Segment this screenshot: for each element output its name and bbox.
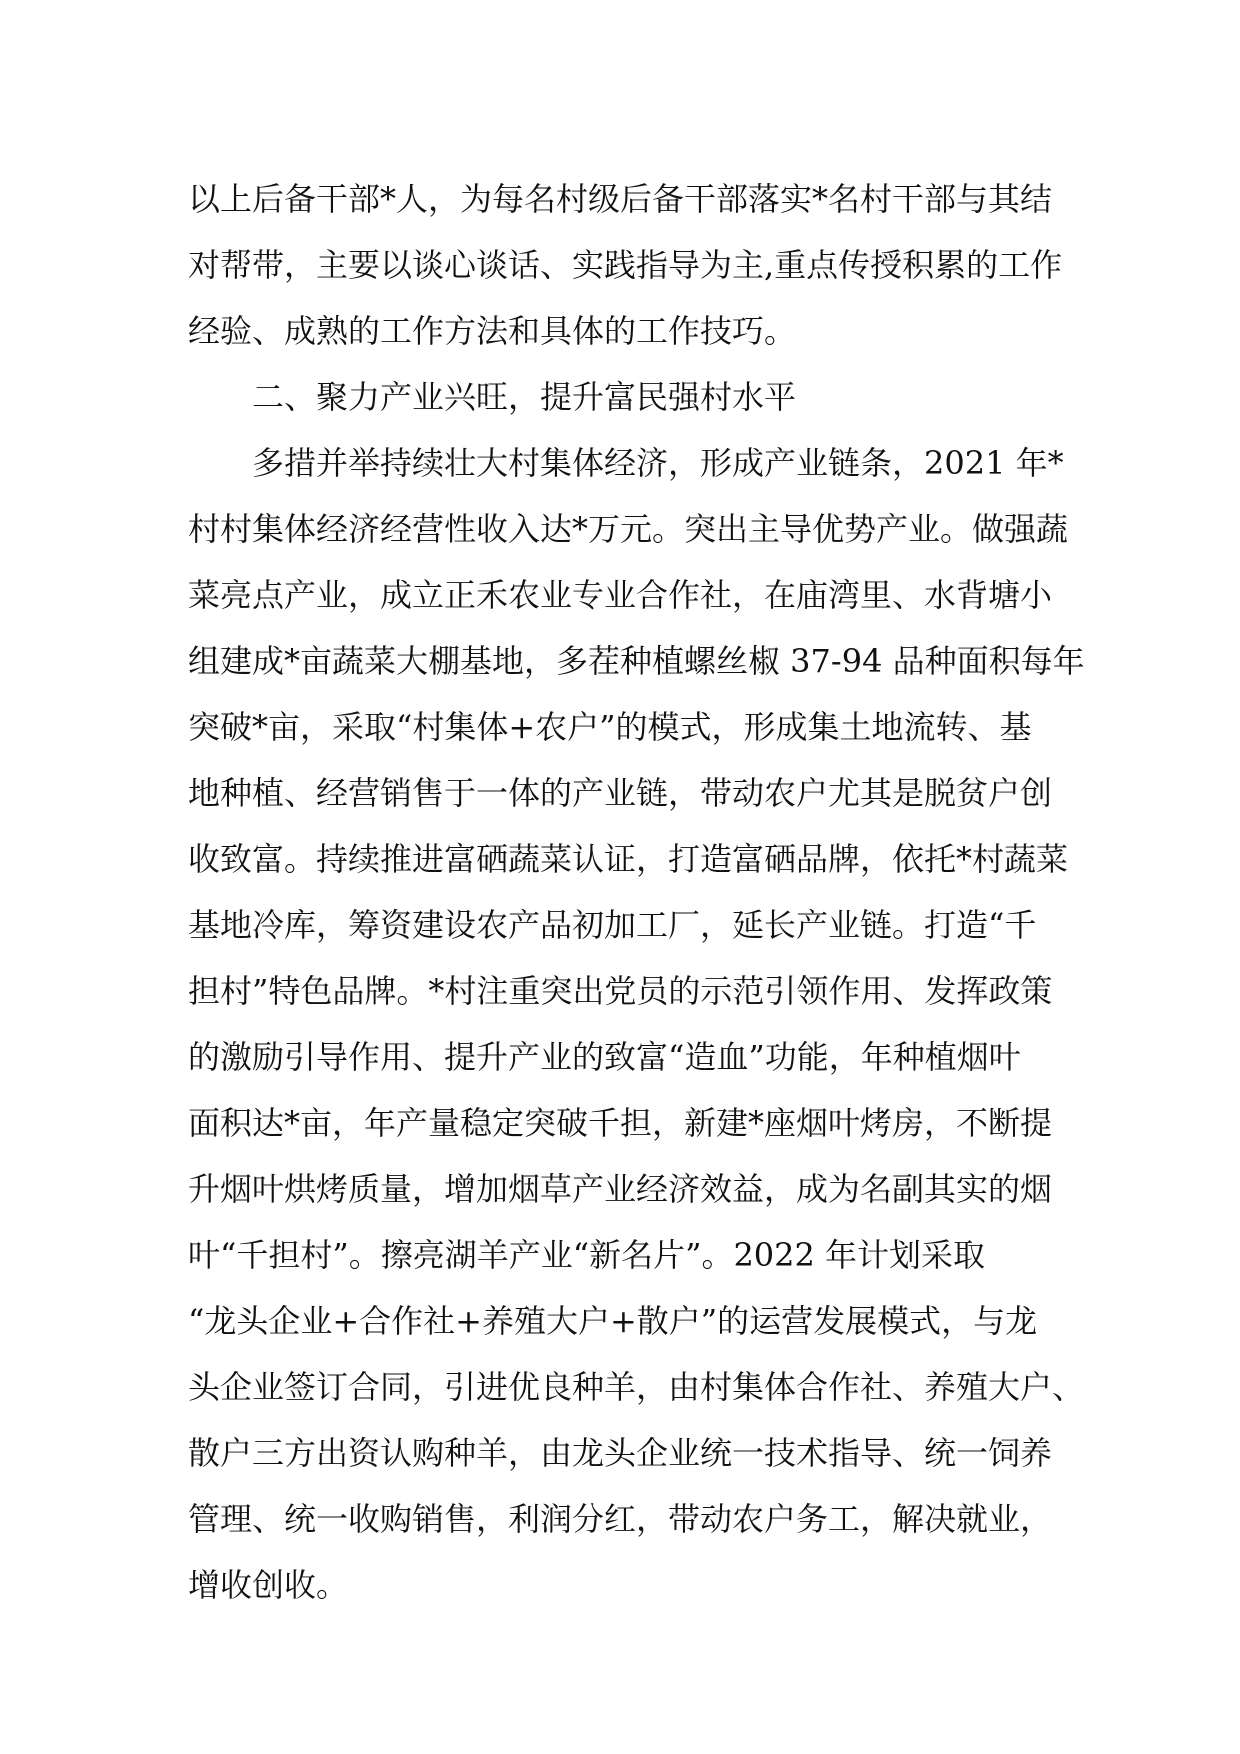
text-line: 以上后备干部*人，为每名村级后备干部落实*名村干部与其结 — [188, 180, 1053, 218]
text-line: 经验、成熟的工作方法和具体的工作技巧。 — [188, 312, 797, 350]
text-line: 基地冷库，筹资建设农产品初加工厂，延长产业链。打造“千 — [188, 906, 1037, 944]
text-line: 突破*亩，采取“村集体+农户”的模式，形成集土地流转、基 — [188, 708, 1032, 746]
text-line: 叶“千担村”。擦亮湖羊产业“新名片”。2022 年计划采取 — [188, 1236, 986, 1274]
text-line: 管理、统一收购销售，利润分红，带动农户务工，解决就业， — [188, 1500, 1053, 1538]
text-line: 菜亮点产业，成立正禾农业专业合作社，在庙湾里、水背塘小 — [188, 576, 1053, 614]
text-line: 对帮带，主要以谈心谈话、实践指导为主,重点传授积累的工作 — [188, 246, 1063, 284]
text-line: 多措并举持续壮大村集体经济，形成产业链条，2021 年* — [252, 444, 1064, 482]
section-heading: 二、聚力产业兴旺，提升富民强村水平 — [252, 378, 797, 416]
text-line: 散户三方出资认购种羊，由龙头企业统一技术指导、统一饲养 — [188, 1434, 1053, 1472]
text-line: “龙头企业+合作社+养殖大户+散户”的运营发展模式，与龙 — [188, 1302, 1038, 1340]
text-line: 升烟叶烘烤质量，增加烟草产业经济效益，成为名副其实的烟 — [188, 1170, 1053, 1208]
text-line: 收致富。持续推进富硒蔬菜认证，打造富硒品牌，依托*村蔬菜 — [188, 840, 1069, 878]
text-line: 组建成*亩蔬菜大棚基地，多茬种植螺丝椒 37-94 品种面积每年 — [188, 642, 1085, 680]
text-line: 担村”特色品牌。*村注重突出党员的示范引领作用、发挥政策 — [188, 972, 1053, 1010]
text-line: 村村集体经济经营性收入达*万元。突出主导优势产业。做强蔬 — [188, 510, 1069, 548]
text-line: 的激励引导作用、提升产业的致富“造血”功能，年种植烟叶 — [188, 1038, 1021, 1076]
text-line: 地种植、经营销售于一体的产业链，带动农户尤其是脱贫户创 — [188, 774, 1053, 812]
text-line: 增收创收。 — [188, 1566, 349, 1604]
text-line: 面积达*亩，年产量稳定突破千担，新建*座烟叶烤房，不断提 — [188, 1104, 1053, 1142]
text-line: 头企业签订合同，引进优良种羊，由村集体合作社、养殖大户、 — [188, 1368, 1085, 1406]
